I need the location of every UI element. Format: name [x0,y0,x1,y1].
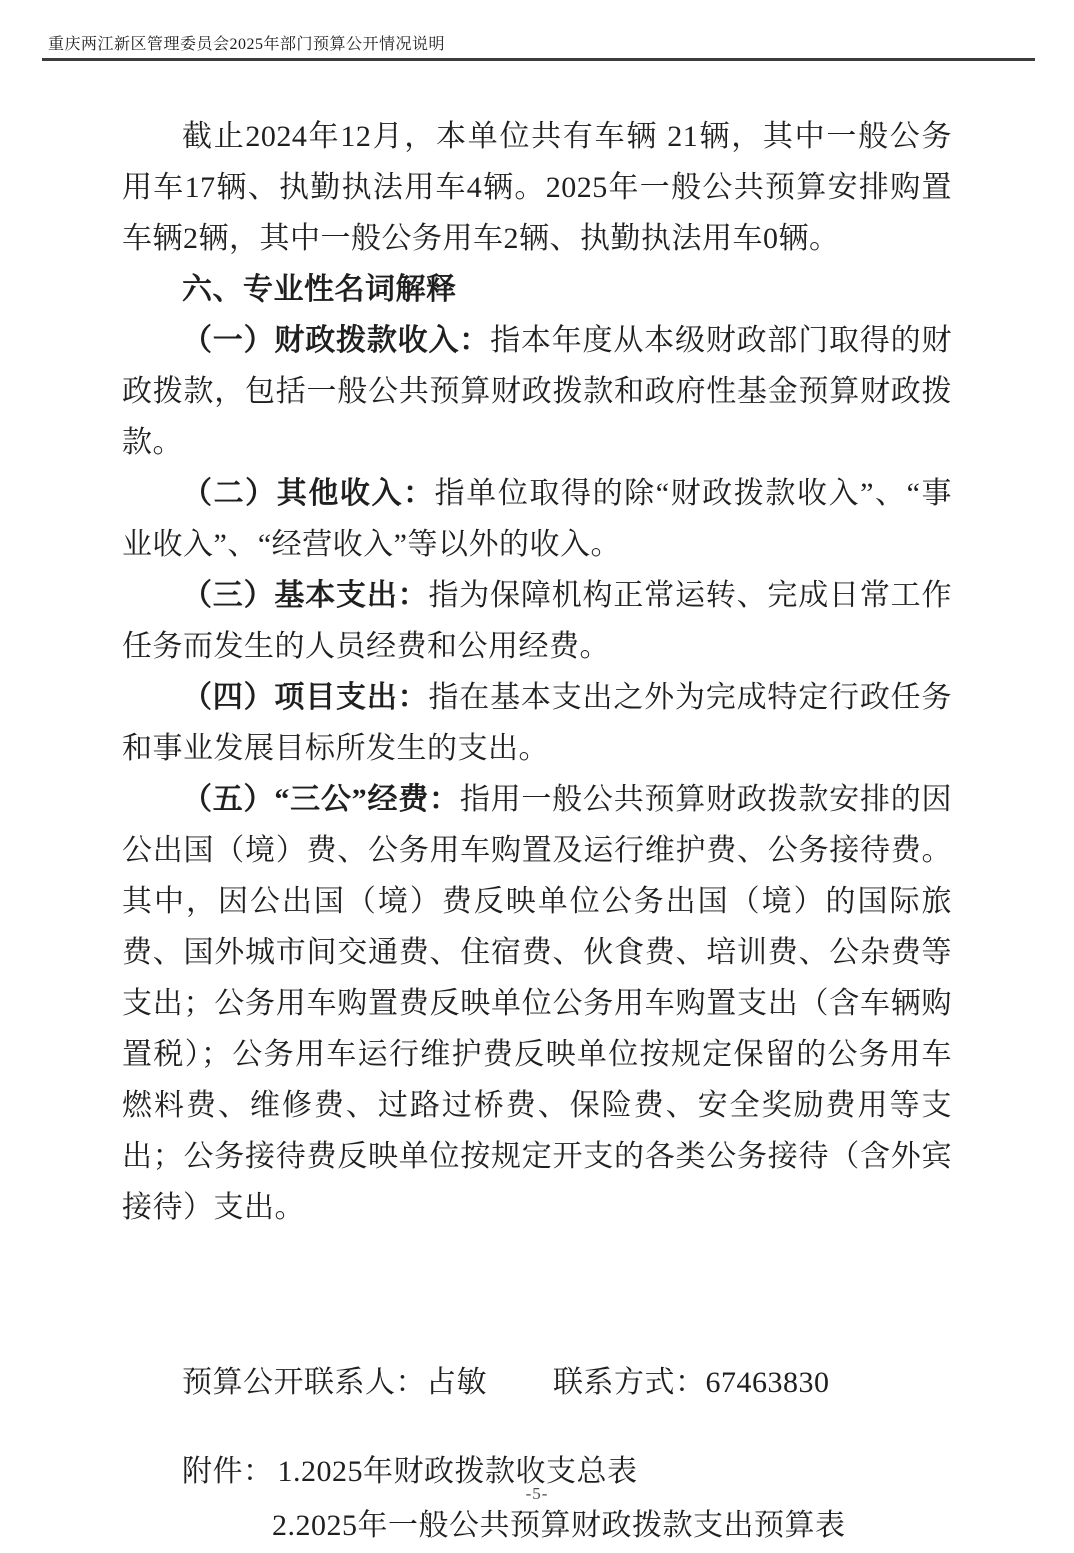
contact-person-label: 预算公开联系人： [182,1366,426,1399]
term-text: 指单位取得的除“财政拨款收入”、“事业收入”、“经营收入”等以外的收入。 [122,477,952,561]
term-text: 指用一般公共预算财政拨款安排的因公出国（境）费、公务用车购置及运行维护费、公务接待费。其中，因公出国（境）费反映单位公务出国（境）的国际旅费、国外城市间交通费、住宿费、伙食费、培训费、公杂费等支出；公务用车购置费反映单位公务用车购置支出（含车辆购置税）；公务用车运行维护费反映单位按规定保留的公务用车燃料费、维修费、过路过桥费、保险费、安全奖励费用等支出；公务接待费反映单位按规定开支的各类公务接待（含外宾接待）支出。 [122,783,953,1224]
attachments-label: 附件： [182,1455,274,1488]
term-paragraph-fiscal-appropriation-income [122,315,952,468]
term-label: （五）“三公”经费： [182,783,460,816]
page-number: -5- [525,1484,549,1503]
header-divider [42,58,1035,61]
contact-person-name: 占敏 [426,1366,487,1399]
contact-phone-label: 联系方式： [553,1366,706,1399]
running-header-title: 重庆两江新区管理委员会2025年部门预算公开情况说明 [48,36,446,53]
contact-line [122,1357,952,1408]
contact-phone-number: 67463830 [705,1366,830,1399]
term-label: （四）项目支出： [182,681,429,714]
paragraph-vehicle-summary: 截止2024年12月，本单位共有车辆 21辆，其中一般公务用车17辆、执勤执法用车4辆。2025年一般公共预算安排购置车辆2辆，其中一般公务用车2辆、执勤执法用车0辆。 [122,120,952,255]
term-paragraph-other-income [122,468,952,570]
term-text: 指本年度从本级财政部门取得的财政拨款，包括一般公共预算财政拨款和政府性基金预算财政拨款。 [122,324,952,459]
attachment-title: 1.2025年财政拨款收支总表 [277,1455,638,1488]
attachment-item [122,1499,952,1553]
term-paragraph-three-public-funds [122,774,952,1233]
term-text: 指在基本支出之外为完成特定行政任务和事业发展目标所发生的支出。 [122,681,952,765]
attachment-title: 2.2025年一般公共预算财政拨款支出预算表 [272,1509,846,1542]
term-label: （二）其他收入： [182,477,435,510]
term-paragraph-basic-expenditure [122,570,952,672]
section-heading-terminology: 六、专业性名词解释 [182,273,457,306]
document-body [122,111,952,1553]
term-paragraph-project-expenditure [122,672,952,774]
term-label: （三）基本支出： [182,579,429,612]
term-label: （一）财政拨款收入： [182,324,491,357]
term-text: 指为保障机构正常运转、完成日常工作任务而发生的人员经费和公用经费。 [122,579,952,663]
